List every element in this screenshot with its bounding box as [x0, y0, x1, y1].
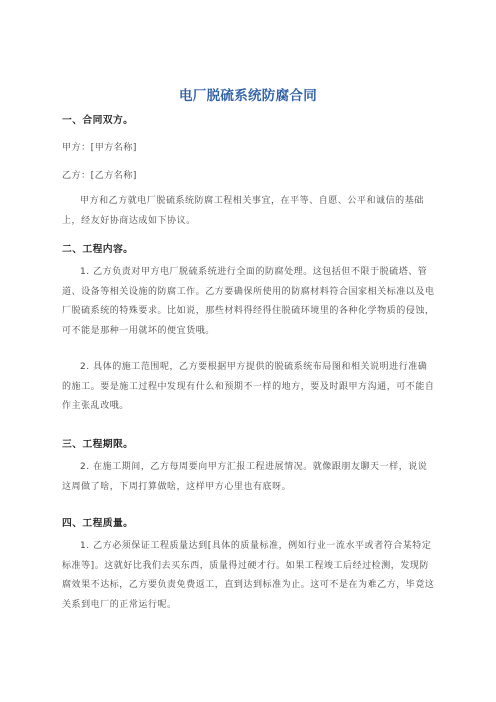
party-b-line: 乙方：[乙方名称]	[62, 171, 137, 181]
period-paragraph-2: 2. 在施工期间，乙方每周要向甲方汇报工程进展情况。就像跟朋友聊天一样，说说这周做了啥，下周打算做啥，这样甲方心里也有底呀。	[62, 462, 428, 492]
document-title: 电厂脱硫系统防腐合同	[179, 88, 317, 104]
section-heading-scope: 二、工程内容。	[62, 244, 134, 255]
section-heading-quality: 四、工程质量。	[62, 518, 134, 529]
section-heading-parties: 一、合同双方。	[62, 115, 134, 126]
quality-paragraph-1: 1. 乙方必须保证工程质量达到[具体的质量标准，例如行业一流水平或者符合某特定标准等]。这就好比我们去买东西，质量得过硬才行。如果工程竣工后经过检测，发现防腐效果不达标，乙方要负责免费返工，直到达到标准为止。这可不是在为难乙方，毕竟这关系到电厂的正常运行呢。	[62, 541, 435, 610]
section-heading-period: 三、工程期限。	[62, 439, 134, 450]
scope-paragraph-1: 1. 乙方负责对甲方电厂脱硫系统进行全面的防腐处理。这包括但不限于脱硫塔、管道、设备等相关设施的防腐工作。乙方要确保所使用的防腐材料符合国家相关标准以及电厂脱硫系统的特殊要求。比如说，那些材料得经得住脱硫环境里的各种化学物质的侵蚀，可不能是那种一用就坏的便宜货哦。	[62, 267, 435, 336]
scope-paragraph-2: 2. 具体的施工范围呢，乙方要根据甲方提供的脱硫系统布局图和相关说明进行准确的施工。要是施工过程中发现有什么和预期不一样的地方，要及时跟甲方沟通，可不能自作主张乱改哦。	[62, 362, 435, 412]
party-a-line: 甲方：[甲方名称]	[62, 143, 137, 153]
intro-paragraph: 甲方和乙方就电厂脱硫系统防腐工程相关事宜，在平等、自愿、公平和诚信的基础上，经友好协商达成如下协议。	[62, 196, 424, 226]
